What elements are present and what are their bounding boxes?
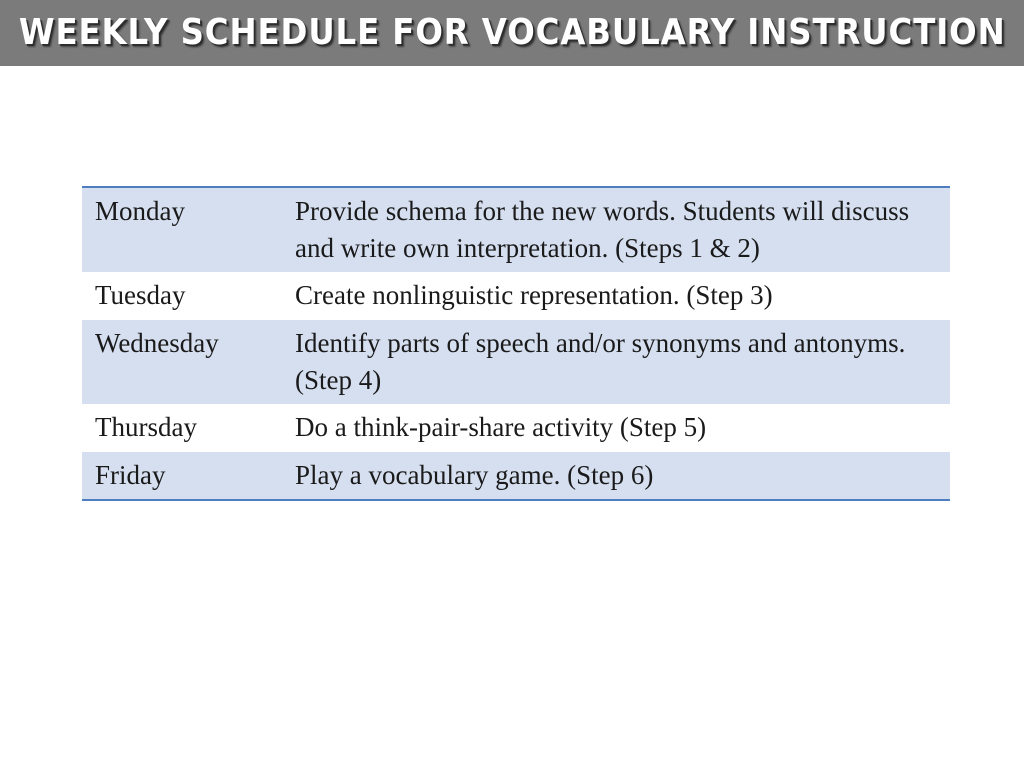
table-row [82,272,950,320]
day-cell: Friday [82,452,282,501]
day-cell: Tuesday [82,272,282,320]
slide-title: WEEKLY SCHEDULE FOR VOCABULARY INSTRUCTION [18,12,1006,53]
activity-cell: Provide schema for the new words. Students will discuss and write own interpretation. (Steps 1 & 2) [282,187,950,272]
table-row [82,404,950,452]
day-cell: Thursday [82,404,282,452]
table-row [82,452,950,501]
table-row [82,320,950,405]
day-cell: Wednesday [82,320,282,405]
day-cell: Monday [82,187,282,272]
table-row [82,187,950,272]
activity-cell: Create nonlinguistic representation. (Step 3) [282,272,950,320]
activity-cell: Play a vocabulary game. (Step 6) [282,452,950,501]
title-bar [0,0,1024,66]
activity-cell: Identify parts of speech and/or synonyms and antonyms. (Step 4) [282,320,950,405]
weekly-schedule-table [82,186,950,501]
activity-cell: Do a think-pair-share activity (Step 5) [282,404,950,452]
